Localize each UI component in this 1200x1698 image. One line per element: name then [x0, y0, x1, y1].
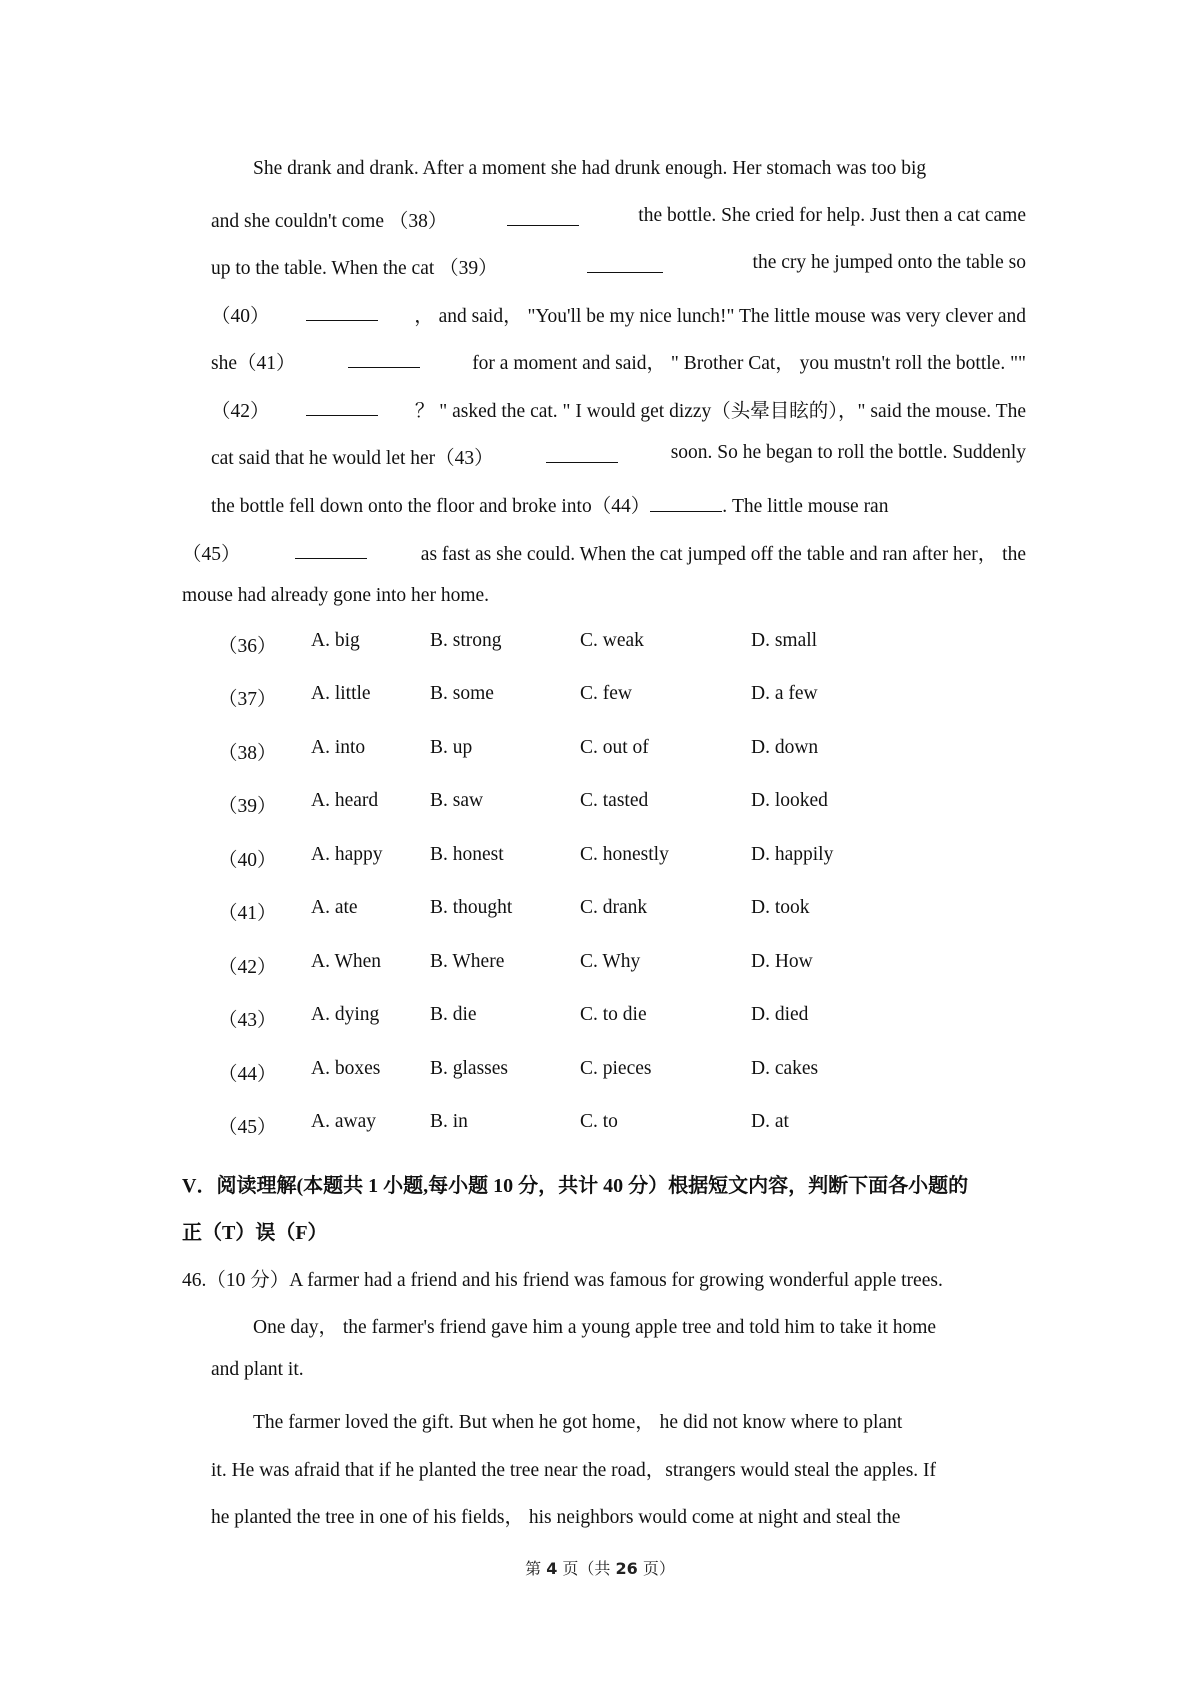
option-a: A. into — [311, 737, 366, 758]
option-a: A. dying — [311, 1004, 380, 1025]
option-d: D. looked — [751, 790, 828, 811]
passage-text: （40） — [211, 306, 270, 327]
passage-text: the bottle fell down onto the floor and broke into（44） — [211, 496, 651, 517]
option-a: A. away — [311, 1111, 376, 1132]
page-number: 4 — [546, 1559, 558, 1578]
option-c: C. out of — [580, 737, 649, 758]
option-c: C. Why — [580, 951, 641, 972]
option-c: C. tasted — [580, 790, 649, 811]
option-row-36 — [0, 630, 1200, 660]
passage-line-3 — [211, 252, 1026, 280]
passage-text: as fast as she could. When the cat jumped off the table and ran after her， the — [420, 544, 1026, 565]
option-d: D. took — [751, 897, 810, 918]
page-footer — [0, 1556, 1200, 1579]
passage-line-7 — [211, 442, 1026, 470]
question-number: （45） — [218, 1117, 277, 1138]
option-b: B. strong — [430, 630, 502, 651]
answer-blank-44 — [650, 492, 722, 513]
option-d: D. cakes — [751, 1058, 819, 1079]
q46-line-3: and plant it. — [211, 1359, 304, 1380]
question-number: （37） — [218, 689, 277, 710]
option-c: C. few — [580, 683, 632, 704]
option-d: D. happily — [751, 844, 834, 865]
passage-text: . The little mouse ran — [722, 496, 889, 517]
passage-text: up to the table. When the cat （39） — [211, 258, 498, 279]
answer-blank-39 — [587, 252, 663, 273]
answer-blank-38 — [507, 205, 579, 226]
option-row-41 — [0, 897, 1200, 927]
passage-text: the cry he jumped onto the table so — [752, 252, 1026, 273]
passage-line-6 — [211, 395, 1026, 423]
question-number: （39） — [218, 796, 277, 817]
answer-blank-43 — [546, 442, 618, 463]
footer-mid: 页（共 — [562, 1559, 611, 1578]
section-heading-line-2: 正（T）误（F） — [182, 1222, 328, 1244]
passage-line-10: mouse had already gone into her home. — [182, 585, 490, 606]
passage-line-5 — [211, 347, 1026, 375]
passage-text: soon. So he began to roll the bottle. Suddenly — [670, 442, 1026, 463]
q46-line-6: he planted the tree in one of his fields， his neighbors would come at night and steal the — [211, 1507, 901, 1528]
question-number: （41） — [218, 903, 277, 924]
answer-blank-45 — [295, 538, 367, 559]
option-c: C. pieces — [580, 1058, 652, 1079]
option-b: B. glasses — [430, 1058, 508, 1079]
option-a: A. happy — [311, 844, 383, 865]
option-b: B. die — [430, 1004, 477, 1025]
passage-text: ， and said， "You'll be my nice lunch!" The little mouse was very clever and — [414, 306, 1026, 327]
option-d: D. at — [751, 1111, 789, 1132]
option-d: D. How — [751, 951, 813, 972]
option-row-37 — [0, 683, 1200, 713]
option-a: A. ate — [311, 897, 358, 918]
option-row-42 — [0, 951, 1200, 981]
option-row-44 — [0, 1058, 1200, 1088]
answer-blank-42 — [306, 395, 378, 416]
passage-line-9 — [182, 538, 1026, 566]
question-number: （43） — [218, 1010, 277, 1031]
total-pages: 26 — [615, 1559, 638, 1578]
option-a: A. big — [311, 630, 360, 651]
option-d: D. died — [751, 1004, 809, 1025]
passage-line-4 — [211, 300, 1026, 328]
question-number: （44） — [218, 1064, 277, 1085]
passage-text: cat said that he would let her（43） — [211, 448, 494, 469]
option-row-40 — [0, 844, 1200, 874]
question-number: （42） — [218, 957, 277, 978]
section-heading-line-1: V．阅读理解(本题共 1 小题,每小题 10 分，共计 40 分）根据短文内容，判断下面各小题的 — [182, 1175, 969, 1197]
footer-prefix: 第 — [525, 1559, 542, 1578]
option-row-43 — [0, 1004, 1200, 1034]
question-number: （38） — [218, 743, 277, 764]
answer-blank-40 — [306, 300, 378, 321]
option-c: C. drank — [580, 897, 648, 918]
q46-line-4: The farmer loved the gift. But when he got home， he did not know where to plant — [253, 1412, 903, 1433]
option-c: C. weak — [580, 630, 644, 651]
option-row-45 — [0, 1111, 1200, 1141]
passage-text: the bottle. She cried for help. Just then a cat came — [638, 205, 1026, 226]
passage-text: she（41） — [211, 353, 296, 374]
passage-text: ？ " asked the cat. " I would get dizzy（头晕目眩的），" said the mouse. The — [414, 401, 1026, 422]
option-row-39 — [0, 790, 1200, 820]
passage-line-1: She drank and drank. After a moment she had drunk enough. Her stomach was too big — [253, 158, 927, 179]
q46-line-2: One day， the farmer's friend gave him a young apple tree and told him to take it home — [253, 1317, 937, 1338]
option-c: C. to die — [580, 1004, 647, 1025]
passage-line-8 — [211, 490, 888, 518]
option-d: D. down — [751, 737, 819, 758]
option-b: B. thought — [430, 897, 513, 918]
option-b: B. honest — [430, 844, 504, 865]
option-d: D. small — [751, 630, 818, 651]
answer-blank-41 — [348, 347, 420, 368]
option-a: A. heard — [311, 790, 379, 811]
option-a: A. little — [311, 683, 371, 704]
question-number: （36） — [218, 636, 277, 657]
passage-text: for a moment and said， " Brother Cat， you mustn't roll the bottle. "" — [472, 353, 1026, 374]
q46-line-5: it. He was afraid that if he planted the tree near the road，strangers would steal the apples. If — [211, 1460, 937, 1481]
passage-text: and she couldn't come （38） — [211, 211, 448, 232]
q46-line-1: 46.（10 分）A farmer had a friend and his friend was famous for growing wonderful apple trees. — [182, 1270, 943, 1291]
option-b: B. some — [430, 683, 494, 704]
option-a: A. boxes — [311, 1058, 381, 1079]
passage-line-2 — [211, 205, 1026, 233]
question-number: （40） — [218, 850, 277, 871]
option-b: B. up — [430, 737, 473, 758]
passage-text: （45） — [182, 544, 241, 565]
option-d: D. a few — [751, 683, 818, 704]
option-b: B. in — [430, 1111, 468, 1132]
passage-text: （42） — [211, 401, 270, 422]
option-a: A. When — [311, 951, 382, 972]
option-c: C. honestly — [580, 844, 669, 865]
option-c: C. to — [580, 1111, 618, 1132]
option-b: B. saw — [430, 790, 484, 811]
option-b: B. Where — [430, 951, 505, 972]
footer-suffix: 页） — [642, 1559, 675, 1578]
option-row-38 — [0, 737, 1200, 767]
